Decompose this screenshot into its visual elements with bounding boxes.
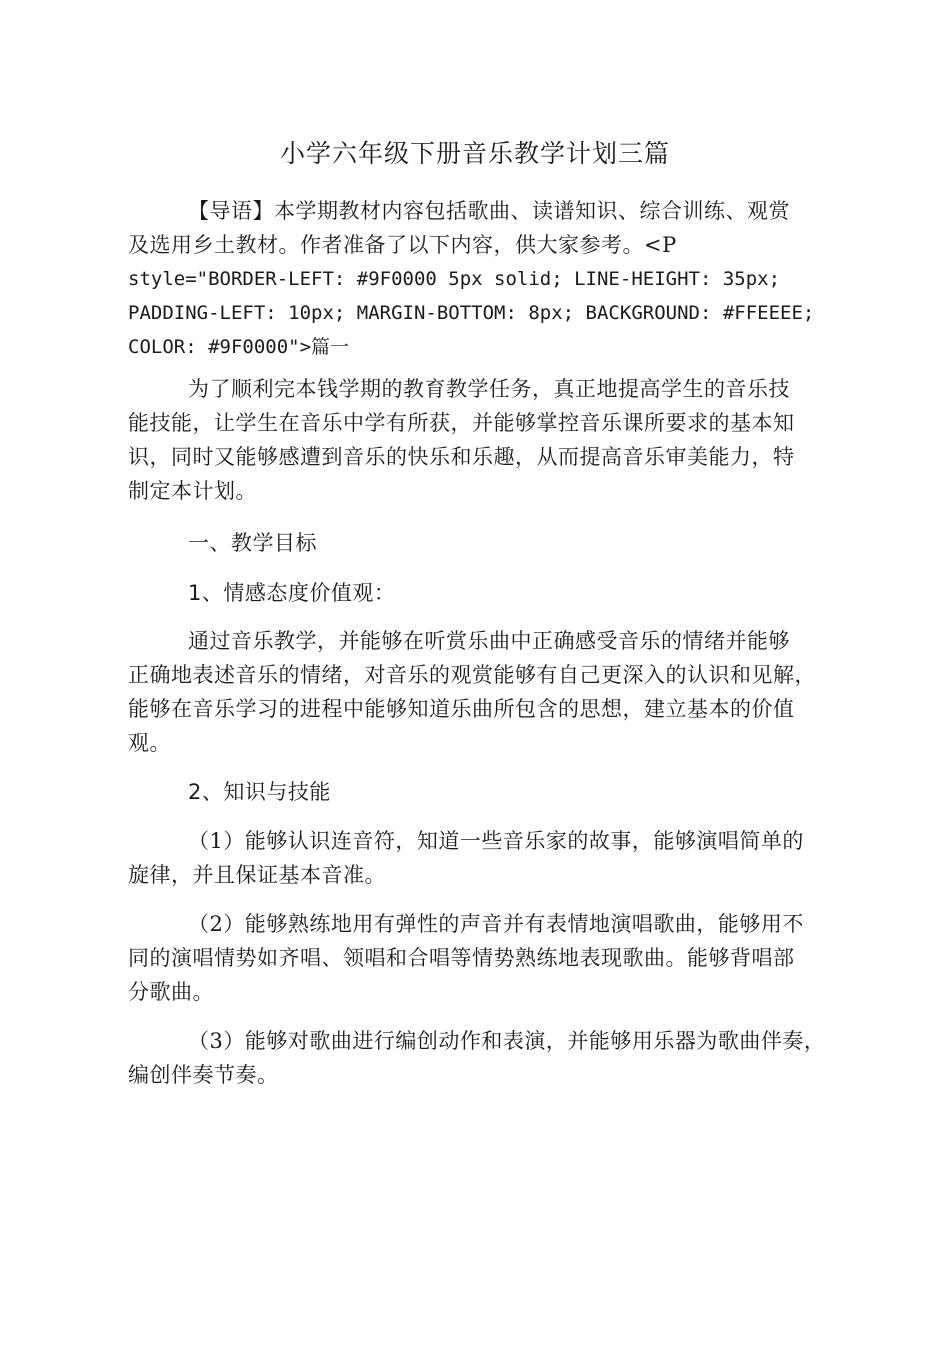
paragraph-line: 为了顺利完本钱学期的教育教学任务，真正地提高学生的音乐技 (188, 377, 790, 401)
intro-paragraph (128, 194, 828, 364)
paragraph-line: 制定本计划。 (128, 479, 257, 503)
list-item (128, 1024, 828, 1092)
paragraph-line: （3）能够对歌曲进行编创动作和表演，并能够用乐器为歌曲伴奏， (188, 1029, 826, 1053)
subsection-heading: 2、知识与技能 (188, 780, 331, 804)
page-title: 小学六年级下册音乐教学计划三篇 (279, 139, 670, 168)
paragraph-line: 编创伴奏节奏。 (128, 1063, 279, 1087)
paragraph-line: 分歌曲。 (128, 980, 214, 1004)
subsection-heading: 1、情感态度价值观： (188, 581, 396, 605)
paragraph-line: 旋律，并且保证基本音准。 (128, 863, 386, 887)
intro-line: 及选用乡土教材。作者准备了以下内容，供大家参考。<P (128, 233, 677, 257)
body-paragraph-2 (128, 624, 828, 760)
intro-line: 【导语】本学期教材内容包括歌曲、读谱知识、综合训练、观赏 (188, 199, 790, 223)
intro-line: COLOR: #9F0000">篇一 (128, 336, 350, 358)
paragraph-line: 能技能，让学生在音乐中学有所获，并能够掌控音乐课所要求的基本知 (128, 411, 795, 435)
paragraph-line: 通过音乐教学，并能够在听赏乐曲中正确感受音乐的情绪并能够 (188, 629, 790, 653)
intro-line: style="BORDER-LEFT: #9F0000 5px solid; LINE-HEIGHT: 35px; (128, 268, 781, 290)
body-paragraph-1 (128, 372, 828, 508)
paragraph-line: （2）能够熟练地用有弹性的声音并有表情地演唱歌曲，能够用不 (188, 912, 804, 936)
list-item (128, 907, 828, 1009)
section-heading: 一、教学目标 (188, 531, 317, 555)
list-item (128, 824, 828, 892)
paragraph-line: 同的演唱情势如齐唱、领唱和合唱等情势熟练地表现歌曲。能够背唱部 (128, 946, 795, 970)
paragraph-line: 能够在音乐学习的进程中能够知道乐曲所包含的思想，建立基本的价值 (128, 697, 795, 721)
paragraph-line: 观。 (128, 731, 171, 755)
paragraph-line: （1）能够认识连音符，知道一些音乐家的故事，能够演唱简单的 (188, 829, 804, 853)
paragraph-line: 识，同时又能够感遭到音乐的快乐和乐趣，从而提高音乐审美能力，特 (128, 445, 795, 469)
intro-line: PADDING-LEFT: 10px; MARGIN-BOTTOM: 8px; BACKGROUND: #FFEEEE; (128, 302, 815, 324)
paragraph-line: 正确地表述音乐的情绪，对音乐的观赏能够有自己更深入的认识和见解， (128, 663, 816, 687)
